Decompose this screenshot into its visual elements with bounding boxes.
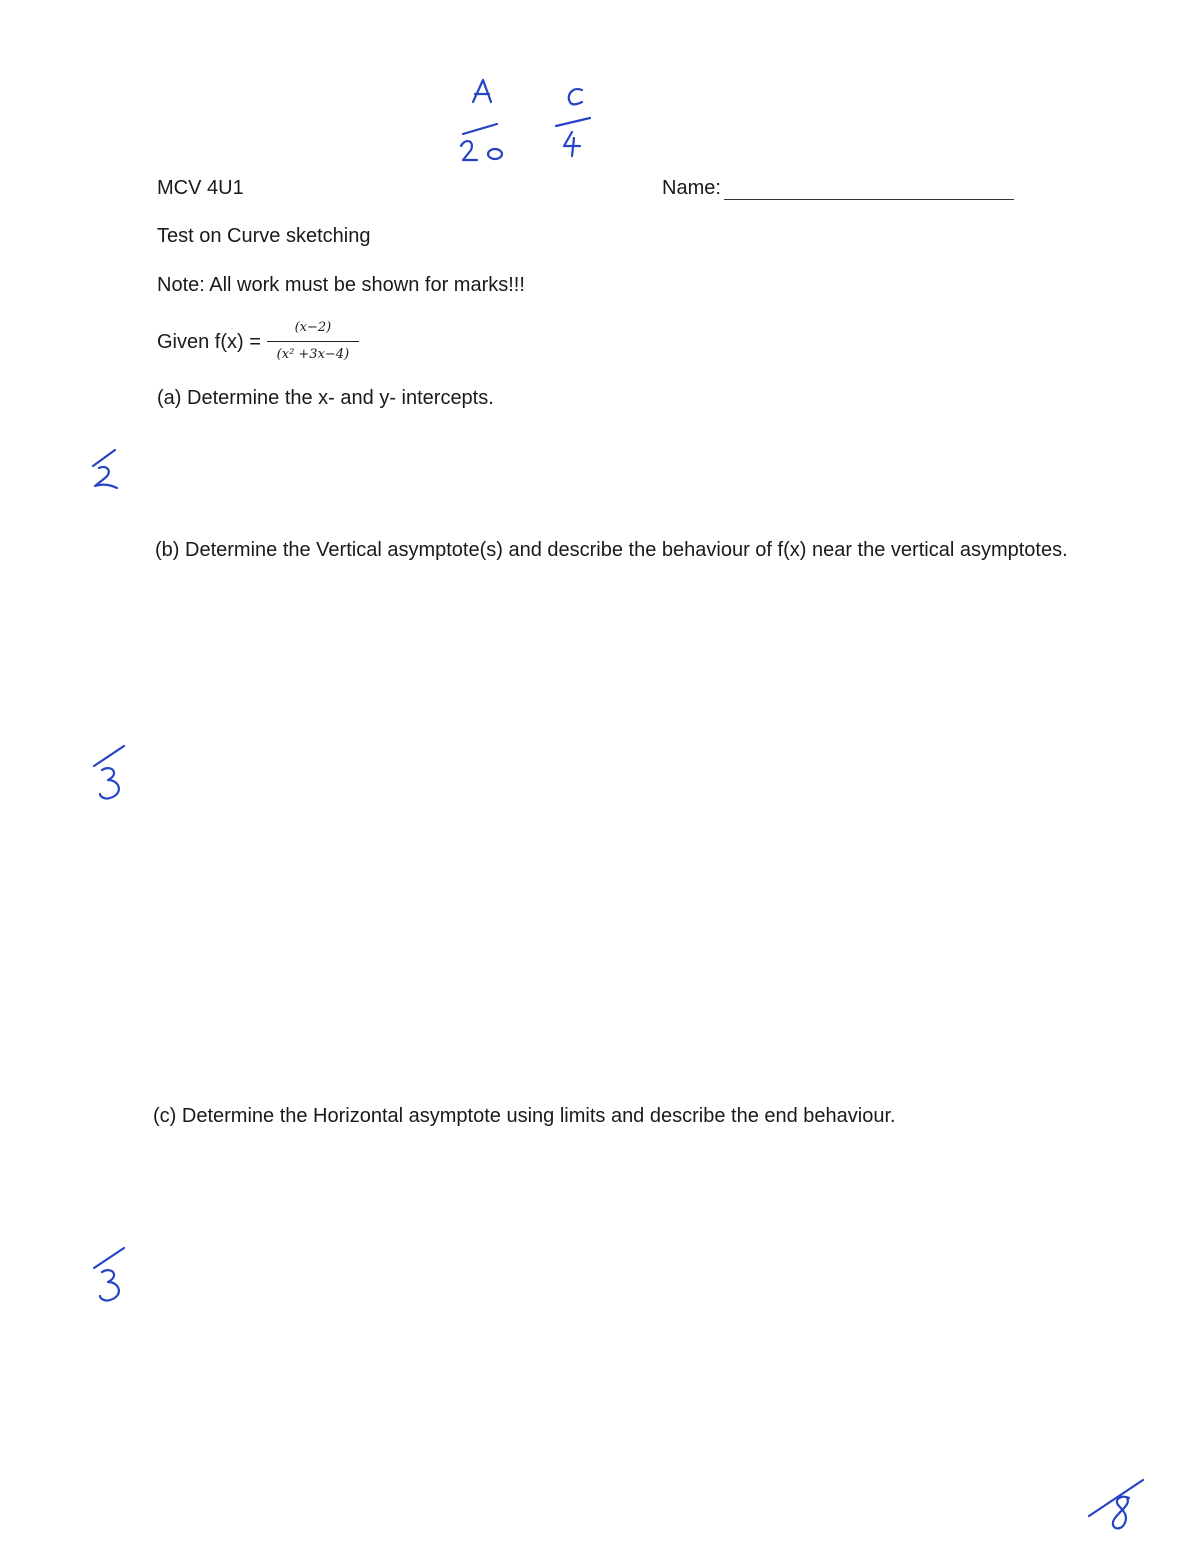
course-code: MCV 4U1	[157, 177, 244, 199]
function-denominator: (x² +3x−4)	[276, 347, 350, 362]
name-field	[662, 176, 1014, 200]
function-fraction	[267, 316, 359, 367]
function-numerator: (x−2)	[294, 320, 332, 335]
given-label: Given f(x) =	[157, 330, 261, 353]
name-label: Name:	[662, 177, 721, 199]
category-a-mark	[455, 72, 515, 172]
part-b-score-mark	[90, 742, 140, 808]
question-a: (a) Determine the x- and y- intercepts.	[157, 387, 494, 409]
given-function	[157, 316, 359, 367]
question-b: (b) Determine the Vertical asymptote(s) and describe the behaviour of f(x) near the vertical asymptotes.	[155, 539, 1068, 561]
test-note: Note: All work must be shown for marks!!!	[157, 274, 525, 296]
name-blank-line	[724, 179, 1014, 200]
part-a-score-mark	[85, 446, 135, 496]
question-c: (c) Determine the Horizontal asymptote using limits and describe the end behaviour.	[153, 1105, 896, 1127]
page-total-score-mark	[1085, 1476, 1155, 1536]
part-c-score-mark	[90, 1244, 140, 1310]
category-c-mark	[550, 80, 600, 170]
test-title: Test on Curve sketching	[157, 225, 371, 247]
